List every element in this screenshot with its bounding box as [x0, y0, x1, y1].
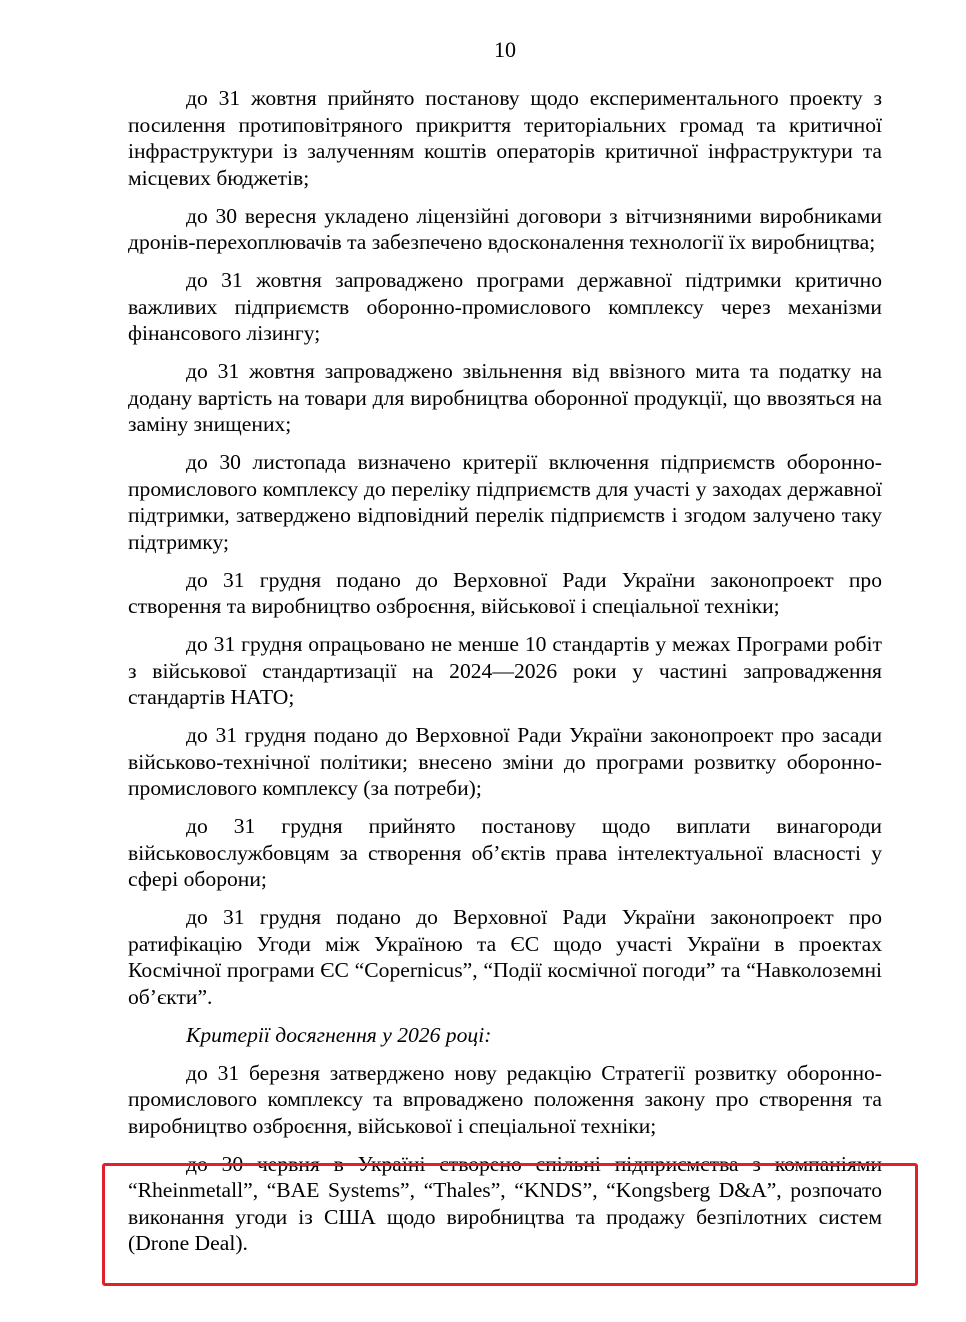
paragraph-intellectual-property-reward: до 31 грудня прийнято постанову щодо виплати винагороди військовослужбовцям за створення об’єктів права інтелектуальної власності у сфері оборони;	[128, 814, 882, 891]
paragraph-nato-standards: до 31 грудня опрацьовано не менше 10 стандартів у межах Програми робіт з військової стандартизації на 2024—2026 роки у частині запровадження стандартів НАТО;	[128, 632, 882, 709]
paragraph-military-technical-policy: до 31 грудня подано до Верховної Ради України законопроект про засади військово-технічної політики; внесено зміни до програми розвитку оборонно-промислового комплексу (за потреби);	[128, 723, 882, 800]
paragraph-eu-space-programme: до 31 грудня подано до Верховної Ради України законопроект про ратифікацію Угоди між Україною та ЄС щодо участі України в проектах Космічної програми ЄС “Copernicus”, “Події космічної погоди” та “Навколоземні об’єкти”.	[128, 905, 882, 1009]
page-number: 10	[494, 37, 516, 62]
paragraph-air-defense: до 31 жовтня прийнято постанову щодо експериментального проекту з посилення протиповітряного прикриття територіальних громад та критичної інфраструктури із залученням коштів операторів критичної інфраструктури та місцевих бюджетів;	[128, 86, 882, 190]
paragraph-joint-ventures: до 30 червня в Україні створено спільні підприємства з компаніями “Rheinmetall”, “BAE Systems”, “Thales”, “KNDS”, “Kongsberg D&A”, розпочато виконання угоди із США щодо виробництва та продажу безпілотних систем (Drone Deal).	[128, 1151, 882, 1255]
paragraph-weapons-production-bill: до 31 грудня подано до Верховної Ради України законопроект про створення та виробництво озброєння, військової і спеціальної техніки;	[128, 567, 882, 618]
paragraph-enterprise-criteria: до 30 листопада визначено критерії включення підприємств оборонно-промислового комплексу до переліку підприємств для участі у заходах державної підтримки, затверджено відповідний перелік підприємств і згодом залучено таку підтримку;	[128, 450, 882, 554]
highlight-frame	[102, 1163, 918, 1286]
document-body	[128, 85, 882, 1268]
paragraph-import-duty-exemption: до 31 жовтня запроваджено звільнення від ввізного мита та податку на додану вартість на товари для виробництва оборонної продукції, що ввозяться на заміну знищених;	[128, 359, 882, 436]
paragraph-financial-leasing: до 31 жовтня запроваджено програми державної підтримки критично важливих підприємств оборонно-промислового комплексу через механізми фінансового лізингу;	[128, 268, 882, 345]
paragraph-license-agreements: до 30 вересня укладено ліцензійні договори з вітчизняними виробниками дронів-перехоплювачів та забезпечено вдосконалення технології їх виробництва;	[128, 203, 882, 254]
section-heading-2026: Критерії досягнення у 2026 році:	[186, 1022, 492, 1047]
paragraph-defense-strategy: до 31 березня затверджено нову редакцію Стратегії розвитку оборонно-промислового комплексу та впроваджено положення закону про створення та виробництво озброєння, військової і спеціальної техніки;	[128, 1060, 882, 1138]
